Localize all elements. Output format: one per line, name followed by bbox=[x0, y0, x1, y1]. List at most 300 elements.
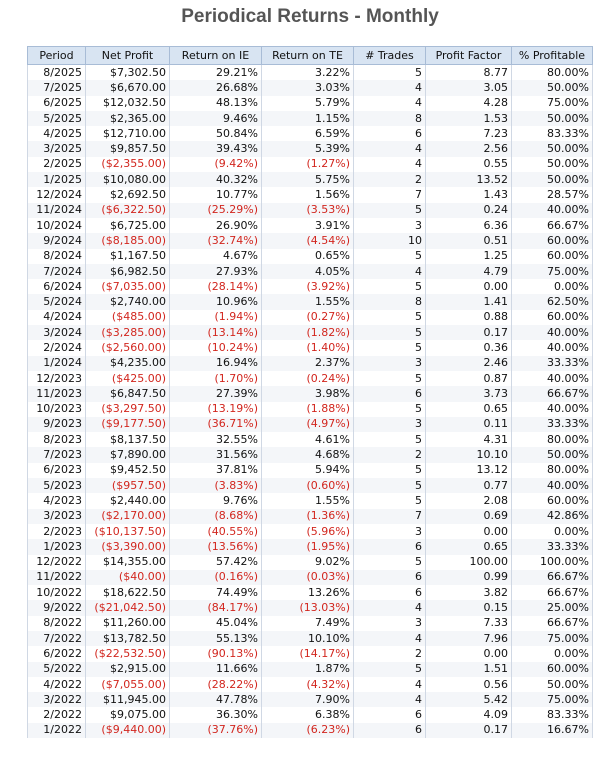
profit-factor-cell: 0.24 bbox=[426, 203, 512, 218]
percent-profitable-cell: 66.67% bbox=[512, 585, 593, 600]
return-on-te-cell: 5.39% bbox=[262, 141, 354, 156]
period-cell: 4/2025 bbox=[28, 126, 86, 141]
percent-profitable-cell: 25.00% bbox=[512, 600, 593, 615]
percent-profitable-cell: 0.00% bbox=[512, 646, 593, 661]
table-row[interactable] bbox=[28, 65, 593, 81]
period-cell: 3/2025 bbox=[28, 141, 86, 156]
return-on-ie-cell: (25.29%) bbox=[170, 203, 262, 218]
return-on-ie-cell: (9.42%) bbox=[170, 157, 262, 172]
table-row[interactable] bbox=[28, 157, 593, 172]
col-header-return-on-te[interactable]: Return on TE bbox=[262, 47, 354, 65]
net-profit-cell: ($7,035.00) bbox=[86, 279, 170, 294]
table-row[interactable] bbox=[28, 707, 593, 722]
return-on-te-cell: 7.49% bbox=[262, 616, 354, 631]
net-profit-cell: ($2,560.00) bbox=[86, 340, 170, 355]
return-on-ie-cell: 47.78% bbox=[170, 692, 262, 707]
return-on-ie-cell: 11.66% bbox=[170, 662, 262, 677]
table-row[interactable] bbox=[28, 249, 593, 264]
table-row[interactable] bbox=[28, 264, 593, 279]
net-profit-cell: $14,355.00 bbox=[86, 555, 170, 570]
trades-cell: 5 bbox=[354, 402, 426, 417]
net-profit-cell: $7,890.00 bbox=[86, 447, 170, 462]
period-cell: 1/2022 bbox=[28, 723, 86, 738]
table-row[interactable] bbox=[28, 187, 593, 202]
return-on-ie-cell: (40.55%) bbox=[170, 524, 262, 539]
period-cell: 9/2023 bbox=[28, 417, 86, 432]
trades-cell: 6 bbox=[354, 386, 426, 401]
period-cell: 5/2022 bbox=[28, 662, 86, 677]
profit-factor-cell: 13.52 bbox=[426, 172, 512, 187]
period-cell: 3/2022 bbox=[28, 692, 86, 707]
table-row[interactable] bbox=[28, 692, 593, 707]
percent-profitable-cell: 40.00% bbox=[512, 340, 593, 355]
table-row[interactable] bbox=[28, 141, 593, 156]
period-cell: 7/2022 bbox=[28, 631, 86, 646]
profit-factor-cell: 0.17 bbox=[426, 723, 512, 738]
profit-factor-cell: 7.96 bbox=[426, 631, 512, 646]
trades-cell: 5 bbox=[354, 65, 426, 81]
percent-profitable-cell: 50.00% bbox=[512, 447, 593, 462]
profit-factor-cell: 6.36 bbox=[426, 218, 512, 233]
table-row[interactable] bbox=[28, 432, 593, 447]
profit-factor-cell: 7.33 bbox=[426, 616, 512, 631]
return-on-te-cell: (14.17%) bbox=[262, 646, 354, 661]
return-on-te-cell: 0.65% bbox=[262, 249, 354, 264]
trades-cell: 7 bbox=[354, 187, 426, 202]
return-on-ie-cell: (8.68%) bbox=[170, 509, 262, 524]
profit-factor-cell: 0.55 bbox=[426, 157, 512, 172]
trades-cell: 8 bbox=[354, 111, 426, 126]
return-on-te-cell: (1.95%) bbox=[262, 539, 354, 554]
trades-cell: 7 bbox=[354, 509, 426, 524]
return-on-te-cell: 3.98% bbox=[262, 386, 354, 401]
col-header-percent-profitable[interactable]: % Profitable bbox=[512, 47, 593, 65]
table-row[interactable] bbox=[28, 509, 593, 524]
return-on-te-cell: 5.75% bbox=[262, 172, 354, 187]
return-on-te-cell: 1.15% bbox=[262, 111, 354, 126]
net-profit-cell: $11,945.00 bbox=[86, 692, 170, 707]
net-profit-cell: $4,235.00 bbox=[86, 356, 170, 371]
percent-profitable-cell: 40.00% bbox=[512, 478, 593, 493]
return-on-ie-cell: (1.94%) bbox=[170, 310, 262, 325]
trades-cell: 5 bbox=[354, 310, 426, 325]
return-on-te-cell: (4.97%) bbox=[262, 417, 354, 432]
return-on-ie-cell: 29.21% bbox=[170, 65, 262, 81]
col-header-profit-factor[interactable]: Profit Factor bbox=[426, 47, 512, 65]
net-profit-cell: $11,260.00 bbox=[86, 616, 170, 631]
profit-factor-cell: 0.69 bbox=[426, 509, 512, 524]
return-on-ie-cell: 16.94% bbox=[170, 356, 262, 371]
percent-profitable-cell: 0.00% bbox=[512, 524, 593, 539]
return-on-ie-cell: 74.49% bbox=[170, 585, 262, 600]
returns-table-container[interactable] bbox=[27, 46, 592, 738]
percent-profitable-cell: 0.00% bbox=[512, 279, 593, 294]
table-row[interactable] bbox=[28, 80, 593, 95]
trades-cell: 5 bbox=[354, 371, 426, 386]
percent-profitable-cell: 60.00% bbox=[512, 249, 593, 264]
col-header-return-on-ie[interactable]: Return on IE bbox=[170, 47, 262, 65]
net-profit-cell: ($9,177.50) bbox=[86, 417, 170, 432]
return-on-ie-cell: (84.17%) bbox=[170, 600, 262, 615]
col-header-net-profit[interactable]: Net Profit bbox=[86, 47, 170, 65]
return-on-te-cell: 6.59% bbox=[262, 126, 354, 141]
percent-profitable-cell: 40.00% bbox=[512, 203, 593, 218]
profit-factor-cell: 3.05 bbox=[426, 80, 512, 95]
col-header-trades[interactable]: # Trades bbox=[354, 47, 426, 65]
return-on-ie-cell: (36.71%) bbox=[170, 417, 262, 432]
return-on-ie-cell: 57.42% bbox=[170, 555, 262, 570]
table-row[interactable] bbox=[28, 203, 593, 218]
period-cell: 5/2024 bbox=[28, 294, 86, 309]
trades-cell: 5 bbox=[354, 432, 426, 447]
period-cell: 6/2024 bbox=[28, 279, 86, 294]
period-cell: 10/2024 bbox=[28, 218, 86, 233]
net-profit-cell: $9,857.50 bbox=[86, 141, 170, 156]
table-row[interactable] bbox=[28, 585, 593, 600]
table-row[interactable] bbox=[28, 646, 593, 661]
trades-cell: 5 bbox=[354, 340, 426, 355]
profit-factor-cell: 2.46 bbox=[426, 356, 512, 371]
net-profit-cell: $6,982.50 bbox=[86, 264, 170, 279]
net-profit-cell: ($22,532.50) bbox=[86, 646, 170, 661]
profit-factor-cell: 3.73 bbox=[426, 386, 512, 401]
period-cell: 10/2022 bbox=[28, 585, 86, 600]
profit-factor-cell: 0.00 bbox=[426, 524, 512, 539]
table-row[interactable] bbox=[28, 662, 593, 677]
table-row[interactable] bbox=[28, 340, 593, 355]
return-on-ie-cell: 32.55% bbox=[170, 432, 262, 447]
period-cell: 12/2024 bbox=[28, 187, 86, 202]
percent-profitable-cell: 50.00% bbox=[512, 677, 593, 692]
period-cell: 3/2024 bbox=[28, 325, 86, 340]
percent-profitable-cell: 33.33% bbox=[512, 356, 593, 371]
period-cell: 7/2025 bbox=[28, 80, 86, 95]
trades-cell: 3 bbox=[354, 524, 426, 539]
profit-factor-cell: 4.09 bbox=[426, 707, 512, 722]
percent-profitable-cell: 75.00% bbox=[512, 631, 593, 646]
trades-cell: 3 bbox=[354, 417, 426, 432]
return-on-ie-cell: (3.83%) bbox=[170, 478, 262, 493]
percent-profitable-cell: 50.00% bbox=[512, 157, 593, 172]
trades-cell: 4 bbox=[354, 264, 426, 279]
trades-cell: 4 bbox=[354, 631, 426, 646]
table-row[interactable] bbox=[28, 493, 593, 508]
net-profit-cell: ($2,170.00) bbox=[86, 509, 170, 524]
table-row[interactable] bbox=[28, 126, 593, 141]
period-cell: 6/2022 bbox=[28, 646, 86, 661]
net-profit-cell: $6,725.00 bbox=[86, 218, 170, 233]
return-on-te-cell: (1.27%) bbox=[262, 157, 354, 172]
profit-factor-cell: 0.00 bbox=[426, 279, 512, 294]
return-on-ie-cell: (28.22%) bbox=[170, 677, 262, 692]
net-profit-cell: $2,440.00 bbox=[86, 493, 170, 508]
profit-factor-cell: 0.65 bbox=[426, 539, 512, 554]
profit-factor-cell: 0.51 bbox=[426, 233, 512, 248]
period-cell: 7/2024 bbox=[28, 264, 86, 279]
return-on-ie-cell: 10.96% bbox=[170, 294, 262, 309]
profit-factor-cell: 0.15 bbox=[426, 600, 512, 615]
period-cell: 8/2025 bbox=[28, 65, 86, 81]
table-row[interactable] bbox=[28, 631, 593, 646]
net-profit-cell: $13,782.50 bbox=[86, 631, 170, 646]
table-row[interactable] bbox=[28, 172, 593, 187]
return-on-te-cell: 10.10% bbox=[262, 631, 354, 646]
net-profit-cell: $12,710.00 bbox=[86, 126, 170, 141]
table-row[interactable] bbox=[28, 616, 593, 631]
net-profit-cell: ($6,322.50) bbox=[86, 203, 170, 218]
trades-cell: 5 bbox=[354, 463, 426, 478]
return-on-te-cell: (4.32%) bbox=[262, 677, 354, 692]
return-on-ie-cell: 40.32% bbox=[170, 172, 262, 187]
return-on-te-cell: (1.88%) bbox=[262, 402, 354, 417]
return-on-ie-cell: (37.76%) bbox=[170, 723, 262, 738]
period-cell: 6/2025 bbox=[28, 96, 86, 111]
profit-factor-cell: 4.28 bbox=[426, 96, 512, 111]
trades-cell: 6 bbox=[354, 570, 426, 585]
return-on-te-cell: (1.40%) bbox=[262, 340, 354, 355]
period-cell: 8/2022 bbox=[28, 616, 86, 631]
trades-cell: 2 bbox=[354, 646, 426, 661]
trades-cell: 4 bbox=[354, 141, 426, 156]
net-profit-cell: ($485.00) bbox=[86, 310, 170, 325]
return-on-te-cell: 3.03% bbox=[262, 80, 354, 95]
table-row[interactable] bbox=[28, 570, 593, 585]
percent-profitable-cell: 60.00% bbox=[512, 233, 593, 248]
net-profit-cell: ($3,285.00) bbox=[86, 325, 170, 340]
net-profit-cell: $2,915.00 bbox=[86, 662, 170, 677]
profit-factor-cell: 0.36 bbox=[426, 340, 512, 355]
net-profit-cell: $7,302.50 bbox=[86, 65, 170, 81]
period-cell: 5/2023 bbox=[28, 478, 86, 493]
net-profit-cell: ($40.00) bbox=[86, 570, 170, 585]
period-cell: 5/2025 bbox=[28, 111, 86, 126]
table-row[interactable] bbox=[28, 325, 593, 340]
table-row[interactable] bbox=[28, 677, 593, 692]
percent-profitable-cell: 33.33% bbox=[512, 417, 593, 432]
table-row[interactable] bbox=[28, 524, 593, 539]
period-cell: 3/2023 bbox=[28, 509, 86, 524]
net-profit-cell: ($3,297.50) bbox=[86, 402, 170, 417]
monthly-returns-table bbox=[27, 46, 593, 738]
net-profit-cell: $2,740.00 bbox=[86, 294, 170, 309]
return-on-te-cell: 6.38% bbox=[262, 707, 354, 722]
profit-factor-cell: 8.77 bbox=[426, 65, 512, 81]
table-row[interactable] bbox=[28, 371, 593, 386]
return-on-ie-cell: 9.46% bbox=[170, 111, 262, 126]
return-on-te-cell: 7.90% bbox=[262, 692, 354, 707]
return-on-te-cell: 9.02% bbox=[262, 555, 354, 570]
percent-profitable-cell: 60.00% bbox=[512, 493, 593, 508]
percent-profitable-cell: 60.00% bbox=[512, 310, 593, 325]
period-cell: 9/2022 bbox=[28, 600, 86, 615]
trades-cell: 2 bbox=[354, 447, 426, 462]
trades-cell: 6 bbox=[354, 707, 426, 722]
net-profit-cell: ($9,440.00) bbox=[86, 723, 170, 738]
period-cell: 4/2023 bbox=[28, 493, 86, 508]
percent-profitable-cell: 42.86% bbox=[512, 509, 593, 524]
return-on-ie-cell: 10.77% bbox=[170, 187, 262, 202]
table-row[interactable] bbox=[28, 600, 593, 615]
trades-cell: 4 bbox=[354, 157, 426, 172]
return-on-te-cell: (4.54%) bbox=[262, 233, 354, 248]
return-on-ie-cell: (13.14%) bbox=[170, 325, 262, 340]
table-row[interactable] bbox=[28, 723, 593, 738]
return-on-te-cell: (1.36%) bbox=[262, 509, 354, 524]
return-on-te-cell: 2.37% bbox=[262, 356, 354, 371]
percent-profitable-cell: 50.00% bbox=[512, 111, 593, 126]
table-row[interactable] bbox=[28, 310, 593, 325]
profit-factor-cell: 13.12 bbox=[426, 463, 512, 478]
table-row[interactable] bbox=[28, 478, 593, 493]
net-profit-cell: ($2,355.00) bbox=[86, 157, 170, 172]
return-on-te-cell: (3.53%) bbox=[262, 203, 354, 218]
trades-cell: 3 bbox=[354, 616, 426, 631]
trades-cell: 5 bbox=[354, 493, 426, 508]
table-row[interactable] bbox=[28, 294, 593, 309]
percent-profitable-cell: 80.00% bbox=[512, 432, 593, 447]
return-on-te-cell: 4.61% bbox=[262, 432, 354, 447]
profit-factor-cell: 3.82 bbox=[426, 585, 512, 600]
table-row[interactable] bbox=[28, 233, 593, 248]
table-row[interactable] bbox=[28, 218, 593, 233]
return-on-ie-cell: 4.67% bbox=[170, 249, 262, 264]
period-cell: 1/2024 bbox=[28, 356, 86, 371]
trades-cell: 10 bbox=[354, 233, 426, 248]
percent-profitable-cell: 33.33% bbox=[512, 539, 593, 554]
table-row[interactable] bbox=[28, 447, 593, 462]
period-cell: 2/2024 bbox=[28, 340, 86, 355]
net-profit-cell: $10,080.00 bbox=[86, 172, 170, 187]
period-cell: 1/2025 bbox=[28, 172, 86, 187]
net-profit-cell: ($425.00) bbox=[86, 371, 170, 386]
period-cell: 4/2022 bbox=[28, 677, 86, 692]
return-on-te-cell: (6.23%) bbox=[262, 723, 354, 738]
profit-factor-cell: 1.43 bbox=[426, 187, 512, 202]
profit-factor-cell: 0.11 bbox=[426, 417, 512, 432]
percent-profitable-cell: 75.00% bbox=[512, 96, 593, 111]
percent-profitable-cell: 40.00% bbox=[512, 402, 593, 417]
return-on-te-cell: 4.68% bbox=[262, 447, 354, 462]
return-on-te-cell: (0.24%) bbox=[262, 371, 354, 386]
period-cell: 2/2025 bbox=[28, 157, 86, 172]
table-row[interactable] bbox=[28, 111, 593, 126]
trades-cell: 6 bbox=[354, 126, 426, 141]
return-on-te-cell: (1.82%) bbox=[262, 325, 354, 340]
net-profit-cell: $9,452.50 bbox=[86, 463, 170, 478]
table-row[interactable] bbox=[28, 539, 593, 554]
period-cell: 7/2023 bbox=[28, 447, 86, 462]
profit-factor-cell: 2.08 bbox=[426, 493, 512, 508]
percent-profitable-cell: 50.00% bbox=[512, 172, 593, 187]
table-row[interactable] bbox=[28, 279, 593, 294]
table-row[interactable] bbox=[28, 555, 593, 570]
period-cell: 12/2023 bbox=[28, 371, 86, 386]
percent-profitable-cell: 75.00% bbox=[512, 264, 593, 279]
trades-cell: 5 bbox=[354, 325, 426, 340]
percent-profitable-cell: 66.67% bbox=[512, 570, 593, 585]
trades-cell: 5 bbox=[354, 555, 426, 570]
table-body bbox=[28, 65, 593, 739]
profit-factor-cell: 5.42 bbox=[426, 692, 512, 707]
table-row[interactable] bbox=[28, 96, 593, 111]
table-header-row bbox=[28, 47, 593, 65]
table-row[interactable] bbox=[28, 463, 593, 478]
profit-factor-cell: 4.31 bbox=[426, 432, 512, 447]
return-on-te-cell: (0.03%) bbox=[262, 570, 354, 585]
return-on-te-cell: (3.92%) bbox=[262, 279, 354, 294]
return-on-ie-cell: (13.19%) bbox=[170, 402, 262, 417]
return-on-ie-cell: 9.76% bbox=[170, 493, 262, 508]
period-cell: 2/2022 bbox=[28, 707, 86, 722]
percent-profitable-cell: 50.00% bbox=[512, 80, 593, 95]
percent-profitable-cell: 66.67% bbox=[512, 616, 593, 631]
profit-factor-cell: 0.88 bbox=[426, 310, 512, 325]
trades-cell: 6 bbox=[354, 539, 426, 554]
trades-cell: 3 bbox=[354, 356, 426, 371]
col-header-period[interactable]: Period bbox=[28, 47, 86, 65]
period-cell: 9/2024 bbox=[28, 233, 86, 248]
table-row[interactable] bbox=[28, 402, 593, 417]
return-on-te-cell: 1.56% bbox=[262, 187, 354, 202]
table-row[interactable] bbox=[28, 417, 593, 432]
return-on-te-cell: 13.26% bbox=[262, 585, 354, 600]
profit-factor-cell: 0.56 bbox=[426, 677, 512, 692]
profit-factor-cell: 100.00 bbox=[426, 555, 512, 570]
percent-profitable-cell: 16.67% bbox=[512, 723, 593, 738]
trades-cell: 3 bbox=[354, 218, 426, 233]
return-on-te-cell: 1.87% bbox=[262, 662, 354, 677]
profit-factor-cell: 1.41 bbox=[426, 294, 512, 309]
period-cell: 11/2024 bbox=[28, 203, 86, 218]
report-title: Periodical Returns - Monthly bbox=[181, 6, 439, 27]
return-on-ie-cell: 55.13% bbox=[170, 631, 262, 646]
table-row[interactable] bbox=[28, 386, 593, 401]
trades-cell: 4 bbox=[354, 692, 426, 707]
return-on-te-cell: 5.79% bbox=[262, 96, 354, 111]
return-on-te-cell: (0.60%) bbox=[262, 478, 354, 493]
profit-factor-cell: 10.10 bbox=[426, 447, 512, 462]
profit-factor-cell: 0.00 bbox=[426, 646, 512, 661]
percent-profitable-cell: 80.00% bbox=[512, 65, 593, 81]
return-on-ie-cell: (32.74%) bbox=[170, 233, 262, 248]
percent-profitable-cell: 75.00% bbox=[512, 692, 593, 707]
net-profit-cell: ($3,390.00) bbox=[86, 539, 170, 554]
return-on-ie-cell: 27.93% bbox=[170, 264, 262, 279]
period-cell: 6/2023 bbox=[28, 463, 86, 478]
period-cell: 12/2022 bbox=[28, 555, 86, 570]
return-on-te-cell: 3.22% bbox=[262, 65, 354, 81]
net-profit-cell: $12,032.50 bbox=[86, 96, 170, 111]
return-on-ie-cell: 37.81% bbox=[170, 463, 262, 478]
percent-profitable-cell: 66.67% bbox=[512, 386, 593, 401]
return-on-ie-cell: (10.24%) bbox=[170, 340, 262, 355]
return-on-te-cell: 1.55% bbox=[262, 493, 354, 508]
return-on-ie-cell: 50.84% bbox=[170, 126, 262, 141]
net-profit-cell: ($21,042.50) bbox=[86, 600, 170, 615]
trades-cell: 8 bbox=[354, 294, 426, 309]
net-profit-cell: $6,670.00 bbox=[86, 80, 170, 95]
net-profit-cell: $18,622.50 bbox=[86, 585, 170, 600]
net-profit-cell: ($7,055.00) bbox=[86, 677, 170, 692]
trades-cell: 2 bbox=[354, 172, 426, 187]
period-cell: 4/2024 bbox=[28, 310, 86, 325]
table-row[interactable] bbox=[28, 356, 593, 371]
return-on-te-cell: (0.27%) bbox=[262, 310, 354, 325]
percent-profitable-cell: 50.00% bbox=[512, 141, 593, 156]
period-cell: 11/2022 bbox=[28, 570, 86, 585]
percent-profitable-cell: 80.00% bbox=[512, 463, 593, 478]
period-cell: 2/2023 bbox=[28, 524, 86, 539]
